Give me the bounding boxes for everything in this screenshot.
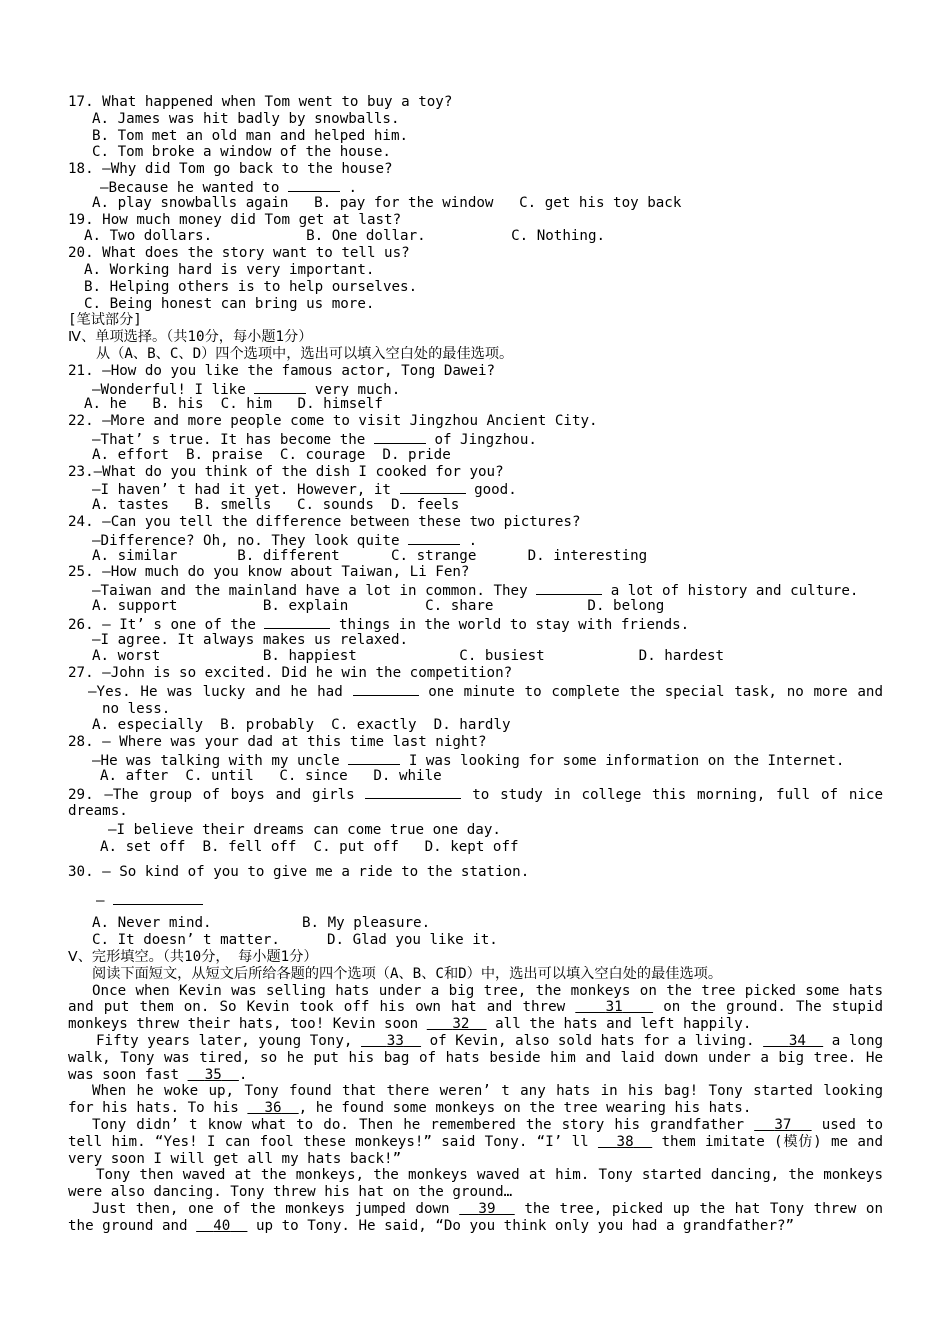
q21-answer-line: —Wonderful! I like very much.: [92, 381, 401, 397]
blank-34: 34: [788, 1033, 806, 1050]
q26-stem: 26. — It’ s one of the things in the world to stay with friends.: [68, 616, 690, 632]
q22-stem: 22. —More and more people come to visit Jingzhou Ancient City.: [68, 413, 598, 430]
q21-options: A. he B. his C. him D. himself: [84, 396, 383, 413]
passage-paragraph-4: Tony didn’ t know what to do. Then he remembered the story his grandfather 37 used to tell him. “Yes! I can fool these monkeys!” said Tony. “I’ ll 38 them imitate (模仿) me and very soon I will get all my hats back!”: [68, 1117, 884, 1167]
answer-blank: [408, 531, 460, 545]
section5-title: Ⅴ、完形填空。（共10分， 每小题1分）: [68, 949, 318, 966]
q30-stem: 30. – So kind of you to give me a ride to the station.: [68, 863, 530, 880]
answer-blank: [353, 682, 419, 696]
q24-stem: 24. —Can you tell the difference between these two pictures?: [68, 513, 581, 530]
blank-35: 35: [204, 1066, 222, 1083]
passage-paragraph-1: Once when Kevin was selling hats under a big tree, the monkeys on the tree picked some hats and put them on. So Kevin took off his own hat and threw 31 on the ground. The stupid monkeys threw their hats, too! Kevin soon 32 all the hats and left happily.: [68, 982, 884, 1033]
q30-options-row2: [68, 932, 883, 949]
q23-options: A. tastes B. smells C. sounds D. feels: [92, 497, 460, 514]
q20-stem: 20. What does the story want to tell us?: [68, 245, 410, 262]
q18-answer-line: —Because he wanted to .: [100, 179, 358, 195]
answer-blank: [400, 480, 466, 494]
q20-option-a: A. Working hard is very important.: [84, 261, 375, 278]
section5-instruction: 阅读下面短文，从短文后所给各题的四个选项（A、B、C和D）中，选出可以填入空白处的最佳选项。: [92, 965, 723, 982]
q29-stem: 29. —The group of boys and girls to study in college this morning, full of nice dreams.: [68, 786, 883, 820]
q17-option-c: C. Tom broke a window of the house.: [92, 144, 391, 161]
blank-40: 40: [213, 1217, 231, 1234]
q27-stem: 27. —John is so excited. Did he win the competition?: [68, 665, 513, 682]
blank-38: 38: [616, 1133, 634, 1150]
answer-blank: [348, 751, 400, 765]
section4-title: Ⅳ、单项选择。（共10分，每小题1分）: [68, 329, 313, 346]
q25-stem: 25. —How much do you know about Taiwan, Li Fen?: [68, 564, 470, 581]
q20-option-c: C. Being honest can bring us more.: [84, 295, 375, 312]
q19-options: A. Two dollars. B. One dollar. C. Nothing.: [84, 228, 606, 245]
q30-option-c: C. It doesn’ t matter.: [92, 932, 280, 949]
q28-stem: 28. — Where was your dad at this time last night?: [68, 734, 487, 751]
written-part-label: [笔试部分]: [68, 312, 142, 329]
q19-stem: 19. How much money did Tom get at last?: [68, 211, 402, 228]
q17-option-a: A. James was hit badly by snowballs.: [92, 110, 400, 127]
q21-stem: 21. —How do you like the famous actor, Tong Dawei?: [68, 362, 496, 379]
q23-stem: 23.—What do you think of the dish I cooked for you?: [68, 463, 504, 480]
q30-answer-line: –: [68, 891, 883, 908]
q24-answer-line: —Difference? Oh, no. They look quite .: [92, 532, 478, 548]
q22-options: A. effort B. praise C. courage D. pride: [92, 446, 451, 463]
answer-blank: [254, 380, 306, 394]
section4-instruction: 从（A、B、C、D）四个选项中，选出可以填入空白处的最佳选项。: [96, 345, 514, 362]
blank-31: 31: [605, 999, 623, 1016]
answer-blank: [374, 430, 426, 444]
q28-options: A. after C. until C. since D. while: [100, 767, 442, 784]
answer-blank: [365, 785, 461, 799]
passage-paragraph-2: Fifty years later, young Tony, 33 of Kevin, also sold hats for a living. 34 a long walk, Tony was tired, so he put his bag of hats beside him and laid down under a big tree. He was soon fast 35 .: [68, 1033, 884, 1083]
q22-answer-line: —That’ s true. It has become the of Jingzhou.: [92, 431, 537, 447]
q29-reply: —I believe their dreams can come true one day.: [108, 822, 501, 839]
q18-options: A. play snowballs again B. pay for the window C. get his toy back: [92, 194, 682, 211]
q29-options: A. set off B. fell off C. put off D. kept off: [100, 839, 519, 856]
q30-options-row1: [68, 915, 883, 932]
blank-32: 32: [452, 1016, 470, 1033]
q30-option-d: D. Glad you like it.: [327, 932, 498, 949]
q28-answer-line: —He was talking with my uncle I was looking for some information on the Internet.: [92, 753, 845, 768]
q18-stem: 18. —Why did Tom go back to the house?: [68, 161, 393, 178]
q27-answer-line: —Yes. He was lucky and he had one minute to complete the special task, no more and no less.: [88, 683, 884, 717]
q25-answer-line: —Taiwan and the mainland have a lot in common. They a lot of history and culture.: [92, 583, 859, 598]
blank-39: 39: [478, 1201, 496, 1217]
q27-options: A. especially B. probably C. exactly D. hardly: [92, 717, 511, 734]
answer-blank: [113, 891, 203, 905]
exam-page: [68, 94, 883, 1235]
q30-option-a: A. Never mind.: [92, 915, 212, 932]
q26-reply: —I agree. It always makes us relaxed.: [92, 631, 409, 648]
answer-blank: [536, 581, 602, 595]
answer-blank: [264, 615, 330, 629]
blank-36: 36: [264, 1100, 282, 1117]
passage-paragraph-5: Tony then waved at the monkeys, the monkeys waved at him. Tony started dancing, the monkeys were also dancing. Tony threw his hat on the ground…: [68, 1167, 883, 1201]
q30-option-b: B. My pleasure.: [302, 915, 431, 932]
q25-options: A. support B. explain C. share D. belong: [92, 597, 665, 614]
passage-paragraph-6: Just then, one of the monkeys jumped down 39 the tree, picked up the hat Tony threw on the ground and 40 up to Tony. He said, “Do you think only you had a grandfather?”: [68, 1201, 883, 1234]
q23-answer-line: —I haven’ t had it yet. However, it good.: [92, 482, 517, 498]
blank-37: 37: [774, 1117, 792, 1134]
q26-options: A. worst B. happiest C. busiest D. hardest: [92, 648, 725, 665]
answer-blank: [288, 178, 340, 192]
q17-option-b: B. Tom met an old man and helped him.: [92, 127, 409, 144]
q17-stem: 17. What happened when Tom went to buy a toy?: [68, 94, 453, 110]
q24-options: A. similar B. different C. strange D. interesting: [92, 547, 648, 564]
q20-option-b: B. Helping others is to help ourselves.: [84, 278, 418, 295]
passage-paragraph-3: When he woke up, Tony found that there weren’ t any hats in his bag! Tony started looking for his hats. To his 36 , he found some monkeys on the tree wearing his hats.: [68, 1083, 883, 1117]
blank-33: 33: [386, 1033, 404, 1050]
